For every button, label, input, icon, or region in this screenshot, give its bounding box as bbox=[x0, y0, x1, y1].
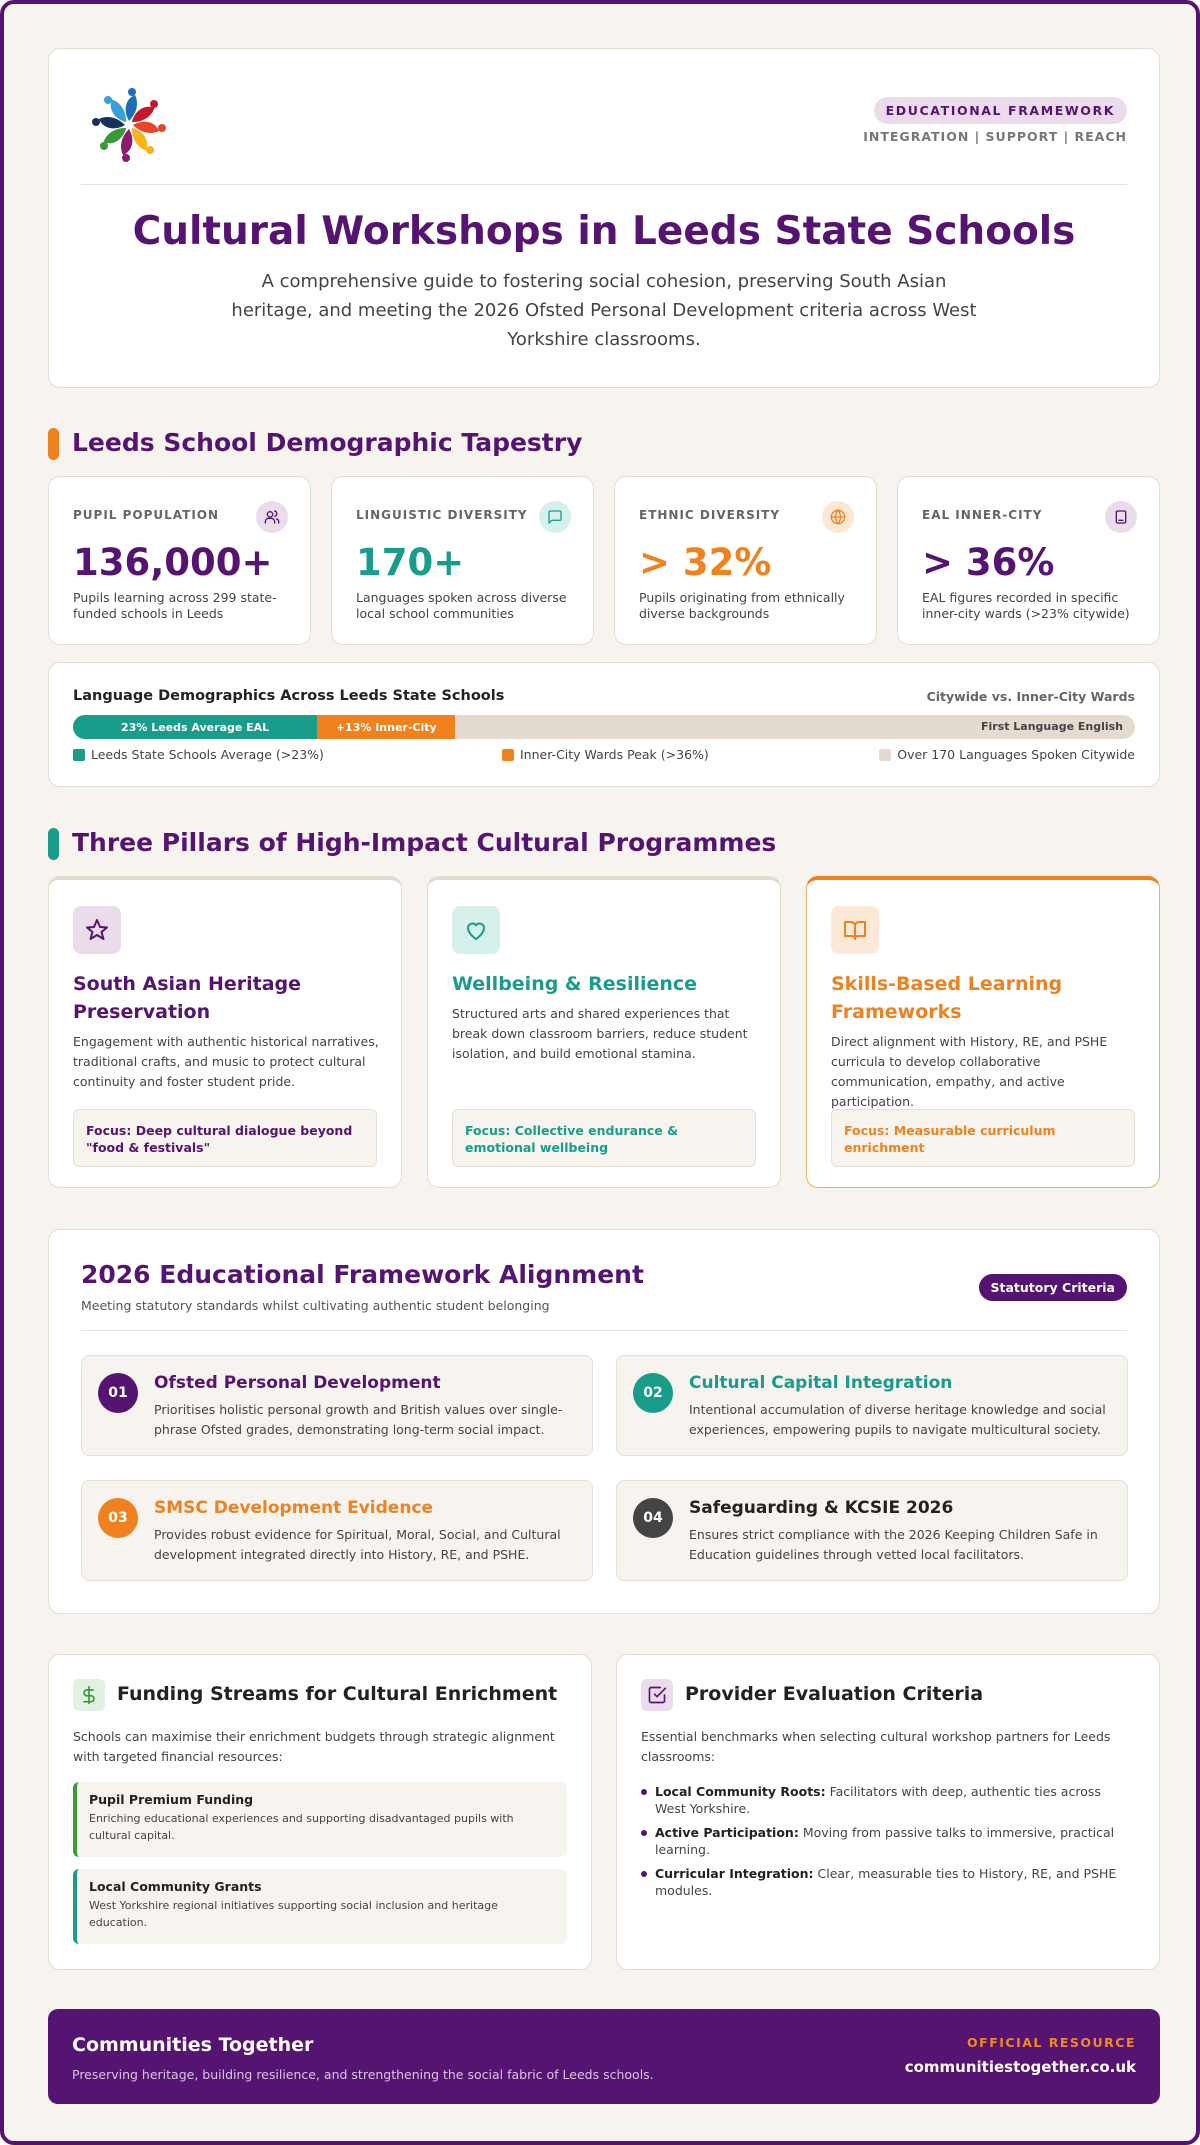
stat-value: > 36% bbox=[922, 541, 1055, 584]
framework-item-title: Cultural Capital Integration bbox=[689, 1373, 953, 1393]
legend-item bbox=[73, 747, 324, 762]
list-item bbox=[641, 1824, 1135, 1858]
framework-item-title: SMSC Development Evidence bbox=[154, 1498, 434, 1518]
stat-value: 170+ bbox=[356, 541, 465, 584]
criteria-label: Curricular Integration: bbox=[655, 1866, 814, 1881]
globe-icon bbox=[822, 501, 854, 533]
framework-item-title: Safeguarding & KCSIE 2026 bbox=[689, 1498, 954, 1518]
pillar-card-heritage bbox=[48, 876, 402, 1188]
framework-item-safeguarding bbox=[616, 1480, 1128, 1581]
bar-remainder-label: First Language English bbox=[980, 720, 1123, 733]
item-number-badge: 01 bbox=[98, 1373, 138, 1413]
criteria-label: Active Participation: bbox=[655, 1825, 799, 1840]
checkbox-icon bbox=[641, 1679, 673, 1711]
criteria-text: Facilitators with deep, authentic ties across West Yorkshire. bbox=[655, 1784, 1101, 1816]
funding-title: Funding Streams for Cultural Enrichment bbox=[117, 1683, 558, 1705]
framework-item-description: Prioritises holistic personal growth and British values over single-phrase Ofsted grades, demonstrating long-term social impact. bbox=[154, 1402, 563, 1437]
framework-item-description: Provides robust evidence for Spiritual, Moral, Social, and Cultural development integrated directly into History, RE, and PSHE. bbox=[154, 1527, 561, 1562]
pillar-description: Structured arts and shared experiences that break down classroom barriers, reduce student isolation, and build emotional stamina. bbox=[452, 1006, 748, 1061]
stat-label: LINGUISTIC DIVERSITY bbox=[356, 508, 528, 522]
divider bbox=[81, 184, 1127, 185]
language-chart-title: Language Demographics Across Leeds State Schools bbox=[73, 688, 505, 704]
star-icon bbox=[73, 906, 121, 954]
criteria-text: Clear, measurable ties to History, RE, and PSHE modules. bbox=[655, 1866, 1117, 1898]
stat-value: > 32% bbox=[639, 541, 772, 584]
stat-card-pupil-population bbox=[48, 476, 311, 645]
language-progress-bar bbox=[73, 715, 1135, 739]
list-item bbox=[641, 1783, 1135, 1817]
colorful-pinwheel-logo bbox=[89, 85, 169, 165]
funding-description: Schools can maximise their enrichment budgets through strategic alignment with targeted financial resources: bbox=[73, 1729, 555, 1764]
section-title-pillars: Three Pillars of High-Impact Cultural Programmes bbox=[72, 828, 777, 857]
framework-card bbox=[48, 1229, 1160, 1614]
stat-description: Pupils originating from ethnically diverse backgrounds bbox=[639, 590, 845, 621]
stat-label: EAL INNER-CITY bbox=[922, 508, 1043, 522]
legend-swatch bbox=[879, 749, 891, 761]
legend-item bbox=[502, 747, 709, 762]
heart-icon bbox=[452, 906, 500, 954]
item-number-badge: 02 bbox=[633, 1373, 673, 1413]
funding-item-description: Enriching educational experiences and supporting disadvantaged pupils with cultural capital. bbox=[89, 1812, 514, 1842]
open-book-icon bbox=[831, 906, 879, 954]
stat-label: PUPIL POPULATION bbox=[73, 508, 220, 522]
pillar-title: South Asian Heritage Preservation bbox=[73, 973, 302, 1023]
bar-segment-inner-city: +13% Inner-City bbox=[317, 715, 455, 739]
evaluation-description: Essential benchmarks when selecting cultural workshop partners for Leeds classrooms: bbox=[641, 1729, 1111, 1764]
framework-item-title: Ofsted Personal Development bbox=[154, 1373, 441, 1393]
criteria-text: Moving from passive talks to immersive, practical learning. bbox=[655, 1825, 1115, 1857]
footer-url-link[interactable]: communitiestogether.co.uk bbox=[904, 2058, 1136, 2076]
pillar-focus: Focus: Measurable curriculum enrichment bbox=[831, 1109, 1135, 1167]
stat-card-ethnic-diversity bbox=[614, 476, 877, 645]
stat-value: 136,000+ bbox=[73, 541, 273, 584]
framework-item-description: Intentional accumulation of diverse heritage knowledge and social experiences, empowering pupils to navigate multicultural society. bbox=[689, 1402, 1106, 1437]
funding-item-title: Pupil Premium Funding bbox=[89, 1792, 254, 1807]
bar-segment-leeds-average: 23% Leeds Average EAL bbox=[73, 715, 317, 739]
footer bbox=[48, 2009, 1160, 2104]
framework-item-cultural-capital bbox=[616, 1355, 1128, 1456]
language-chart-subtitle: Citywide vs. Inner-City Wards bbox=[926, 689, 1135, 704]
section-accent-bar bbox=[48, 428, 59, 460]
footer-tag: OFFICIAL RESOURCE bbox=[967, 2035, 1136, 2050]
stat-card-linguistic-diversity bbox=[331, 476, 594, 645]
list-item bbox=[641, 1865, 1135, 1899]
dollar-icon bbox=[73, 1679, 105, 1711]
stat-label: ETHNIC DIVERSITY bbox=[639, 508, 781, 522]
legend-swatch bbox=[502, 749, 514, 761]
pillar-title: Skills-Based Learning Frameworks bbox=[831, 973, 1063, 1023]
legend-item bbox=[879, 747, 1135, 762]
funding-card bbox=[48, 1654, 592, 1970]
funding-item-title: Local Community Grants bbox=[89, 1879, 262, 1894]
statutory-criteria-badge: Statutory Criteria bbox=[979, 1274, 1127, 1301]
page-title: Cultural Workshops in Leeds State Schools bbox=[132, 209, 1076, 254]
legend-label: Over 170 Languages Spoken Citywide bbox=[897, 747, 1135, 762]
legend-swatch bbox=[73, 749, 85, 761]
framework-title: 2026 Educational Framework Alignment bbox=[81, 1260, 644, 1289]
framework-subtitle: Meeting statutory standards whilst cultivating authentic student belonging bbox=[81, 1298, 550, 1313]
evaluation-title: Provider Evaluation Criteria bbox=[685, 1683, 984, 1705]
criteria-label: Local Community Roots: bbox=[655, 1784, 826, 1799]
page-description: A comprehensive guide to fostering social cohesion, preserving South Asian heritage, and meeting the 2026 Ofsted Personal Development criteria across West Yorkshire classrooms. bbox=[231, 271, 977, 350]
pillar-card-skills bbox=[806, 876, 1160, 1188]
framework-tagline: INTEGRATION | SUPPORT | REACH bbox=[863, 129, 1127, 144]
section-title-demographics: Leeds School Demographic Tapestry bbox=[72, 428, 583, 457]
evaluation-card bbox=[616, 1654, 1160, 1970]
funding-item-pupil-premium bbox=[73, 1782, 567, 1857]
book-icon bbox=[1105, 501, 1137, 533]
stat-description: Pupils learning across 299 state-funded schools in Leeds bbox=[73, 590, 277, 621]
users-icon bbox=[256, 501, 288, 533]
divider bbox=[81, 1330, 1127, 1331]
footer-title: Communities Together bbox=[72, 2034, 314, 2056]
legend-label: Inner-City Wards Peak (>36%) bbox=[520, 747, 709, 762]
funding-item-description: West Yorkshire regional initiatives supporting social inclusion and heritage education. bbox=[89, 1899, 498, 1929]
pillar-card-wellbeing bbox=[427, 876, 781, 1188]
pillar-description: Engagement with authentic historical narratives, traditional crafts, and music to protect cultural continuity and foster student pride. bbox=[73, 1034, 379, 1089]
section-accent-bar bbox=[48, 828, 59, 860]
framework-tag: EDUCATIONAL FRAMEWORK bbox=[874, 97, 1127, 124]
pillar-description: Direct alignment with History, RE, and PSHE curricula to develop collaborative communication, empathy, and active participation. bbox=[831, 1034, 1108, 1109]
legend-label: Leeds State Schools Average (>23%) bbox=[91, 747, 324, 762]
footer-description: Preserving heritage, building resilience, and strengthening the social fabric of Leeds schools. bbox=[72, 2067, 654, 2082]
stat-card-eal-inner-city bbox=[897, 476, 1160, 645]
chat-icon bbox=[539, 501, 571, 533]
pillar-focus: Focus: Collective endurance & emotional wellbeing bbox=[452, 1109, 756, 1167]
pillar-focus: Focus: Deep cultural dialogue beyond "food & festivals" bbox=[73, 1109, 377, 1167]
item-number-badge: 04 bbox=[633, 1498, 673, 1538]
framework-item-description: Ensures strict compliance with the 2026 Keeping Children Safe in Education guidelines through vetted local facilitators. bbox=[689, 1527, 1098, 1562]
stat-description: Languages spoken across diverse local school communities bbox=[356, 590, 567, 621]
framework-item-ofsted bbox=[81, 1355, 593, 1456]
criteria-list bbox=[641, 1783, 1135, 1906]
stat-description: EAL figures recorded in specific inner-city wards (>23% citywide) bbox=[922, 590, 1130, 621]
header-card bbox=[48, 48, 1160, 388]
pillar-title: Wellbeing & Resilience bbox=[452, 973, 698, 995]
item-number-badge: 03 bbox=[98, 1498, 138, 1538]
language-demographics-card bbox=[48, 662, 1160, 787]
framework-item-smsc bbox=[81, 1480, 593, 1581]
funding-item-community-grants bbox=[73, 1869, 567, 1944]
